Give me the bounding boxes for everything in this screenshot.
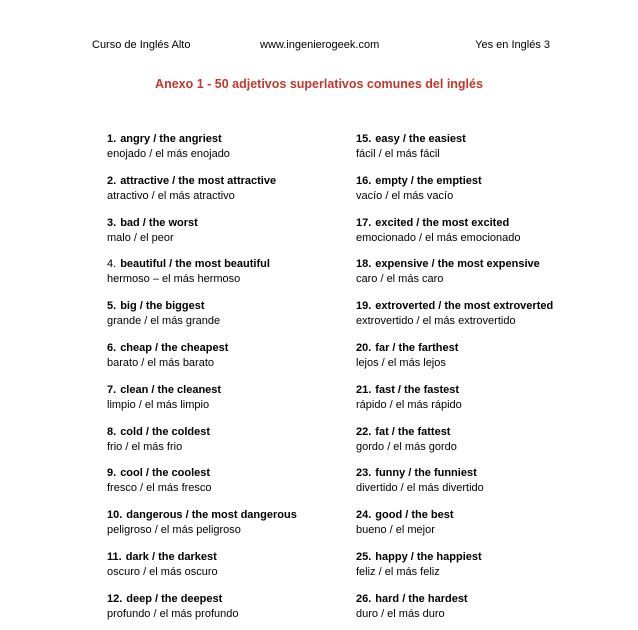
adjective-number: 18. (356, 258, 372, 271)
adjective-english (356, 592, 596, 607)
adjective-spanish: frio / el más frio (107, 440, 183, 453)
adjective-entry (107, 425, 347, 455)
page-title-text: Anexo 1 - 50 adjetivos superlativos comunes del inglés (155, 77, 483, 91)
adjective-english (107, 341, 347, 356)
adjective-number: 3. (107, 216, 117, 229)
adjective-spanish: duro / el más duro (356, 607, 445, 620)
adjective-entry (107, 383, 347, 413)
adjective-spanish: lejos / el más lejos (356, 357, 446, 369)
adjective-english-text: expensive / the most expensive (375, 258, 540, 271)
adjective-entry (356, 299, 596, 329)
adjective-spanish: oscuro / el más oscuro (107, 566, 218, 578)
adjective-spanish: emocionado / el más emocionado (356, 231, 521, 244)
adjective-number: 24. (356, 509, 372, 522)
adjective-spanish: rápido / el más rápido (356, 398, 462, 411)
adjective-number: 20. (356, 342, 372, 354)
adjective-spanish: malo / el peor (107, 231, 174, 244)
adjective-number: 19. (356, 300, 372, 313)
adjective-entry (356, 508, 596, 538)
adjective-english (356, 341, 596, 356)
adjective-entry (356, 132, 596, 162)
adjective-number: 12. (107, 592, 123, 605)
adjective-english (356, 383, 596, 398)
adjective-number: 4. (107, 258, 117, 271)
header-website: www.ingenierogeek.com (260, 39, 380, 51)
adjective-english (107, 383, 347, 398)
adjective-number: 23. (356, 467, 372, 480)
adjective-number: 16. (356, 174, 372, 187)
adjective-number: 6. (107, 342, 117, 354)
adjective-spanish: peligroso / el más peligroso (107, 524, 241, 537)
adjective-english (107, 425, 347, 440)
adjective-entry (107, 132, 347, 162)
adjective-entry (356, 174, 596, 204)
adjective-number: 2. (107, 174, 117, 187)
adjective-number: 10. (107, 509, 123, 522)
adjective-english (107, 257, 347, 272)
adjective-english (107, 299, 347, 314)
adjective-number: 26. (356, 592, 372, 605)
adjective-english (356, 466, 596, 481)
adjective-english (107, 550, 347, 565)
header-course-title: Curso de Inglés Alto (92, 39, 191, 51)
adjective-english-text: fast / the fastest (375, 383, 460, 396)
adjective-spanish: fácil / el más fácil (356, 148, 440, 160)
adjective-english (356, 425, 596, 440)
adjective-entry (107, 341, 347, 371)
adjective-number: 25. (356, 551, 372, 563)
adjective-english-text: easy / the easiest (375, 133, 466, 145)
adjective-english-text: cheap / the cheapest (120, 342, 229, 354)
adjective-english-text: excited / the most excited (375, 216, 510, 229)
adjective-spanish: hermoso – el más hermoso (107, 273, 241, 286)
adjective-english-text: angry / the angriest (120, 133, 222, 145)
adjective-english (356, 508, 596, 523)
adjective-entry (356, 550, 596, 580)
adjective-english-text: fat / the fattest (375, 425, 451, 438)
adjective-english-text: extroverted / the most extroverted (375, 300, 554, 313)
adjective-english-text: bad / the worst (120, 216, 198, 229)
adjective-english-text: clean / the cleanest (120, 383, 222, 396)
adjective-spanish: gordo / el más gordo (356, 440, 457, 453)
adjective-spanish: divertido / el más divertido (356, 482, 484, 495)
adjective-spanish: vacío / el más vacío (356, 189, 454, 202)
adjective-english (356, 550, 596, 565)
adjective-spanish: enojado / el más enojado (107, 148, 230, 160)
adjective-english (107, 132, 347, 147)
adjective-spanish: fresco / el más fresco (107, 482, 212, 495)
adjective-spanish: barato / el más barato (107, 357, 215, 369)
adjective-english-text: empty / the emptiest (375, 174, 482, 187)
adjective-english (356, 216, 596, 231)
adjective-entry (356, 341, 596, 371)
adjective-entry (107, 466, 347, 496)
adjective-entry (356, 466, 596, 496)
adjective-spanish: feliz / el más feliz (356, 566, 440, 578)
adjective-spanish: profundo / el más profundo (107, 607, 239, 620)
adjective-english-text: funny / the funniest (375, 467, 477, 480)
adjective-number: 9. (107, 467, 117, 480)
adjective-english (107, 466, 347, 481)
page-title (0, 77, 638, 91)
adjective-english-text: hard / the hardest (375, 592, 468, 605)
adjective-english-text: deep / the deepest (126, 592, 223, 605)
adjective-number: 8. (107, 425, 117, 438)
adjective-english-text: dangerous / the most dangerous (126, 509, 297, 522)
adjective-entry (356, 592, 596, 622)
adjective-english-text: cold / the coldest (120, 425, 211, 438)
adjective-english (356, 132, 596, 147)
adjective-spanish: limpio / el más limpio (107, 398, 210, 411)
adjective-english-text: far / the farthest (375, 342, 459, 354)
adjective-number: 5. (107, 300, 117, 313)
adjective-english-text: dark / the darkest (125, 551, 217, 563)
adjective-english-text: big / the biggest (120, 300, 205, 313)
adjective-english (107, 216, 347, 231)
adjective-spanish: atractivo / el más atractivo (107, 189, 235, 202)
adjective-number: 21. (356, 383, 372, 396)
adjective-entry (107, 592, 347, 622)
adjective-number: 11. (107, 551, 122, 563)
adjective-english-text: cool / the coolest (120, 467, 211, 480)
adjective-spanish: caro / el más caro (356, 273, 444, 286)
adjective-spanish: grande / el más grande (107, 315, 221, 328)
adjective-spanish: bueno / el mejor (356, 524, 435, 537)
page-header (0, 39, 638, 55)
adjective-entry (107, 508, 347, 538)
adjective-entry (107, 550, 347, 580)
adjective-english-text: happy / the happiest (375, 551, 482, 563)
adjective-english (356, 299, 596, 314)
adjective-english (107, 592, 347, 607)
adjective-number: 1. (107, 133, 117, 145)
header-book-title: Yes en Inglés 3 (475, 39, 550, 51)
adjective-number: 17. (356, 216, 372, 229)
adjective-entry (107, 174, 347, 204)
adjective-english (107, 174, 347, 189)
adjective-number: 7. (107, 383, 117, 396)
adjective-number: 15. (356, 133, 372, 145)
adjective-english (107, 508, 347, 523)
adjective-spanish: extrovertido / el más extrovertido (356, 315, 516, 328)
adjective-entry (107, 257, 347, 287)
adjective-entry (356, 383, 596, 413)
adjective-english-text: beautiful / the most beautiful (120, 258, 270, 271)
adjective-entry (107, 216, 347, 246)
adjective-english-text: attractive / the most attractive (120, 174, 277, 187)
adjective-entry (356, 257, 596, 287)
adjective-number: 22. (356, 425, 372, 438)
adjective-english (356, 174, 596, 189)
adjective-english (356, 257, 596, 272)
adjective-entry (107, 299, 347, 329)
adjective-entry (356, 425, 596, 455)
adjective-english-text: good / the best (375, 509, 454, 522)
adjective-entry (356, 216, 596, 246)
